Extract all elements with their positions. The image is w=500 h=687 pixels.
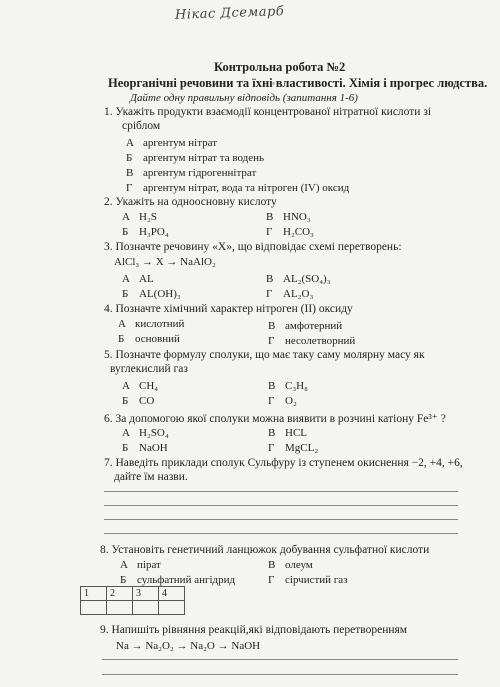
answer-option[interactable]: А пірат [120,559,161,571]
question-text-continued: дайте їм назви. [114,471,188,483]
answer-option[interactable]: В AL₂(SO₄)₃ [266,273,331,285]
question-text: 8. Установіть генетичний ланцюжок добування сульфатної кислоти [100,544,430,556]
answer-line[interactable] [104,505,458,506]
answer-option[interactable]: В HNO₃ [266,211,311,223]
answer-option[interactable]: Б сульфатний ангідрид [120,574,236,586]
answer-option[interactable]: А аргентум нітрат [126,137,218,149]
question-text: 3. Позначте речовину «Х», що відповідає схемі перетворень: [104,241,402,253]
question-text: 9. Напишіть рівняння реакцій,які відповідають перетворенням [100,624,408,636]
answer-line[interactable] [104,519,458,520]
answer-line[interactable] [104,533,458,534]
question-text: 7. Наведіть приклади сполук Сульфуру із ступенем окиснення −2, +4, +6, [104,457,463,469]
answer-option[interactable]: А CH₄ [122,380,159,392]
answer-grid-header-row [81,587,185,601]
answer-option[interactable]: Б основний [118,333,180,345]
instruction-text: Дайте одну правильну відповідь (запитання 1-6) [130,92,358,104]
transformation-scheme: AlCl₃ → X → NaAlO₂ [114,256,216,268]
answer-grid-cell: 1 [81,587,107,601]
question-text: 6. За допомогою якої сполуки можна виявити в розчині катіону Fe³⁺ ? [104,413,446,425]
answer-option[interactable]: В амфотерний [268,320,343,332]
question-text-continued: сріблом [122,120,161,132]
question-text: 4. Позначте хімічний характер нітроген (ІІ) оксиду [104,303,353,315]
answer-option[interactable]: В HCL [268,427,307,439]
answer-option[interactable]: А H₂SO₄ [122,427,169,439]
question-text: 5. Позначте формулу сполуки, що має таку саму молярну масу як [104,349,425,361]
answer-grid-input[interactable] [81,601,107,615]
answer-option[interactable]: В олеум [268,559,313,571]
answer-grid-cell: 2 [107,587,133,601]
answer-option[interactable]: В аргентум гідрогеннітрат [126,167,257,179]
answer-option[interactable]: А H₂S [122,211,157,223]
answer-option[interactable]: Б CO [122,395,155,407]
answer-line[interactable] [104,491,458,492]
answer-grid-input-row [81,601,185,615]
answer-grid-cell: 3 [133,587,159,601]
answer-line[interactable] [102,674,458,675]
answer-option[interactable]: Б NaOH [122,442,168,454]
answer-option[interactable]: Б аргентум нітрат та водень [126,152,265,164]
question-text: 1. Укажіть продукти взаємодії концентрованої нітратної кислоти зі [104,106,432,118]
answer-option[interactable]: Г H₂CO₃ [266,226,314,238]
handwritten-student-name: Нікас Дсемарб [174,4,285,23]
answer-option[interactable]: А AL [122,273,154,285]
answer-grid-cell: 4 [159,587,185,601]
answer-grid-input[interactable] [159,601,185,615]
answer-option[interactable]: А кислотний [118,318,185,330]
answer-option[interactable]: Г аргентум нітрат, вода та нітроген (IV) оксид [126,182,350,194]
answer-option[interactable]: Г AL₂O₃ [266,288,314,300]
answer-option[interactable]: Б AL(OH)₃ [122,288,181,300]
test-title: Контрольна робота №2 [214,60,346,74]
answer-option[interactable]: Г O₂ [268,395,297,407]
answer-grid [80,586,185,615]
answer-option[interactable]: Г сірчистий газ [268,574,348,586]
answer-option[interactable]: Б H₃PO₄ [122,226,169,238]
answer-line[interactable] [102,659,458,660]
question-text-continued: вуглекислий газ [110,363,188,375]
question-text: 2. Укажіть на одноосновну кислоту [104,196,277,208]
answer-option[interactable]: Г MgCL₂ [268,442,319,454]
answer-option[interactable]: Г несолетворний [268,335,356,347]
answer-option[interactable]: В C₃H₈ [268,380,308,392]
test-subtitle: Неорганічні речовини та їхні властивості. Хімія і прогрес людства. [108,76,488,90]
answer-grid-input[interactable] [107,601,133,615]
answer-grid-input[interactable] [133,601,159,615]
transformation-scheme: Na → Na₂O₂ → Na₂O → NaOH [116,640,261,652]
